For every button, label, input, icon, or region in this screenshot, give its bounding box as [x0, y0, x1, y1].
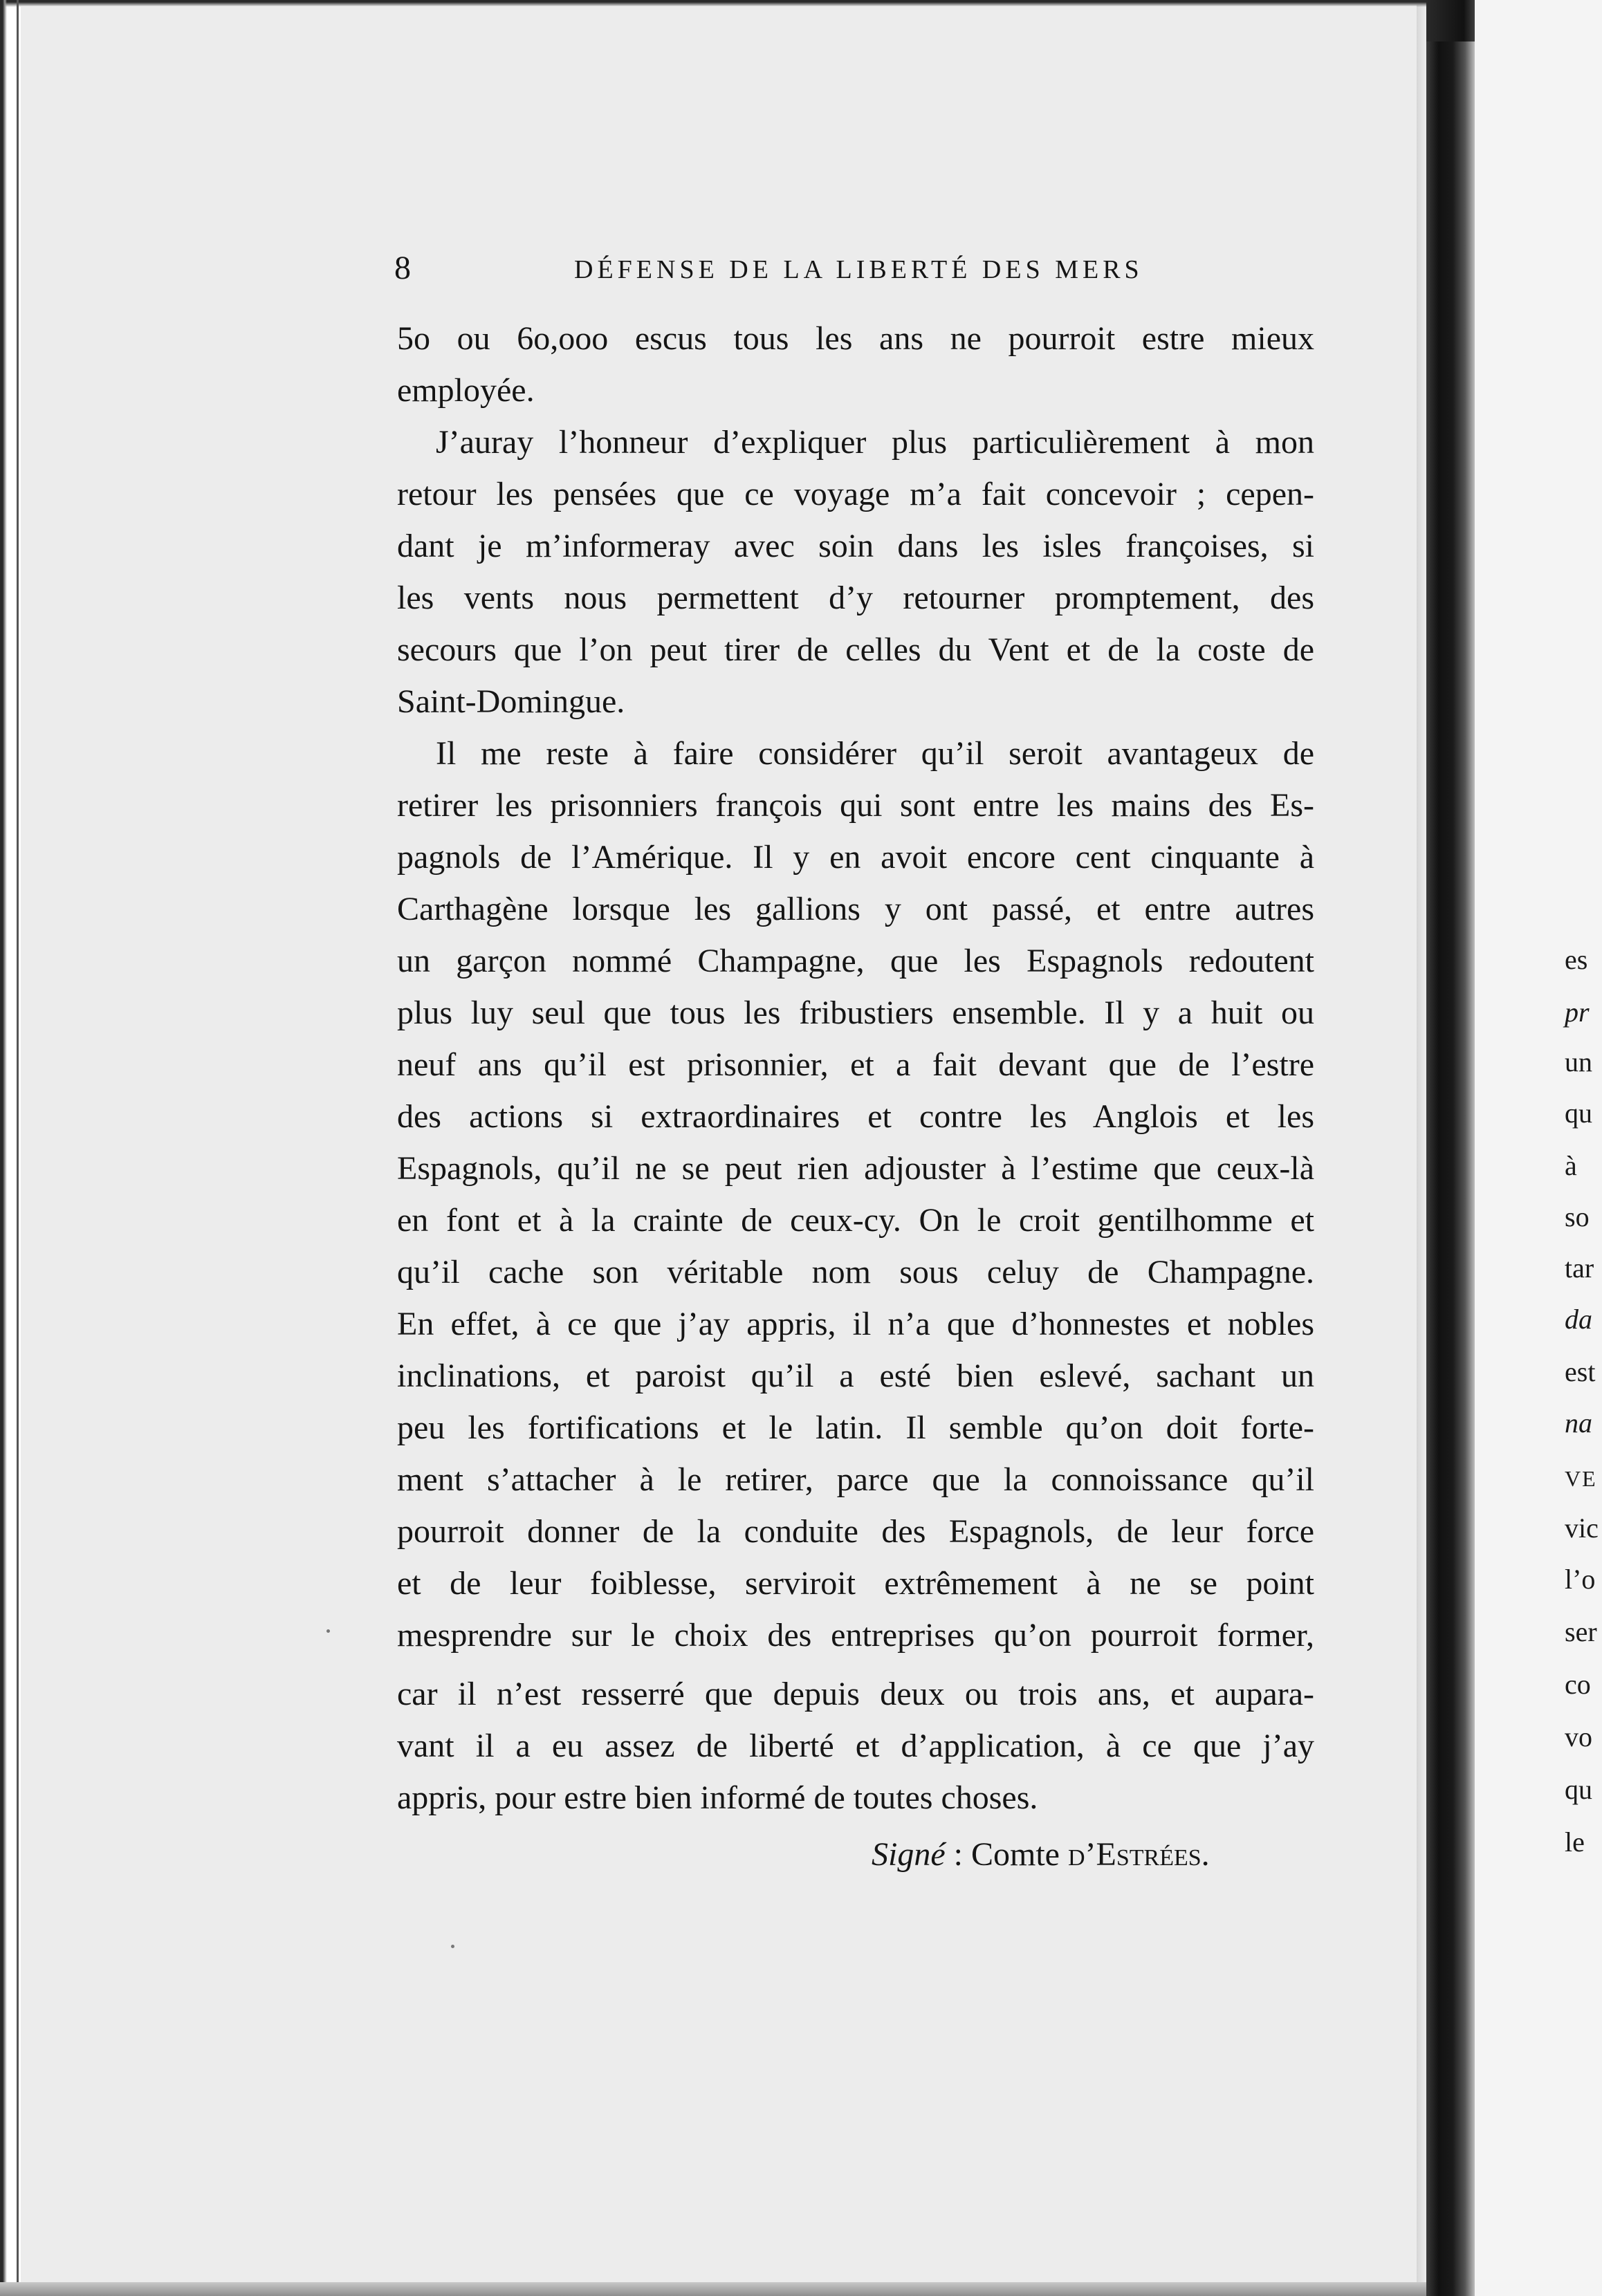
next-page-fragment: vic: [1565, 1512, 1599, 1544]
text-line: Saint-Domingue.: [397, 683, 625, 720]
text-line: Carthagène lorsque les gallions y ont passé, et entre autres: [397, 891, 1314, 927]
text-line: qu’il cache son véritable nom sous celuy de Champagne.: [397, 1254, 1314, 1290]
signature: [872, 1834, 1210, 1876]
text-line: inclinations, et paroist qu’il a esté bien eslevé, sachant un: [397, 1358, 1314, 1394]
next-page-fragment: qu: [1565, 1774, 1592, 1805]
signature-title: Comte: [970, 1836, 1068, 1873]
text-line: vant il a eu assez de liberté et d’application, à ce que j’ay: [397, 1728, 1314, 1764]
scan-border-left: [0, 0, 7, 2296]
text-line: en font et à la crainte de ceux-cy. On le croit gentilhomme et: [397, 1202, 1314, 1239]
text-line: mesprendre sur le choix des entreprises qu’on pourroit former,: [397, 1617, 1314, 1654]
scan-border-bottom: [0, 2282, 1432, 2296]
text-line: un garçon nommé Champagne, que les Espagnols redoutent: [397, 943, 1314, 979]
text-line: J’auray l’honneur d’expliquer plus particulièrement à mon: [436, 424, 1314, 461]
page-header: [394, 249, 1342, 290]
running-title: DÉFENSE DE LA LIBERTÉ DES MERS: [574, 255, 1143, 284]
text-line: Espagnols, qu’il ne se peut rien adjouster à l’estime que ceux-là: [397, 1150, 1314, 1187]
next-page-fragment: co: [1565, 1669, 1591, 1700]
text-line: des actions si extraordinaires et contre les Anglois et les: [397, 1098, 1314, 1135]
text-line: peu les fortifications et le latin. Il semble qu’on doit forte-: [397, 1409, 1314, 1446]
next-page-fragment: un: [1565, 1046, 1592, 1077]
right-page-edge: [1475, 0, 1602, 2296]
text-line: appris, pour estre bien informé de toutes choses.: [397, 1779, 1038, 1816]
text-line: 5o ou 6o,ooo escus tous les ans ne pourroit estre mieux: [397, 320, 1314, 357]
next-page-fragment: VE: [1565, 1466, 1597, 1491]
text-line: plus luy seul que tous les fribustiers ensemble. Il y a huit ou: [397, 994, 1314, 1031]
next-page-fragment: à: [1565, 1150, 1577, 1181]
page-number: 8: [394, 250, 411, 286]
ink-speck: [326, 1629, 330, 1633]
text-line: dant je m’informeray avec soin dans les isles françoises, si: [397, 528, 1314, 564]
next-page-fragment: es: [1565, 944, 1588, 975]
text-line: secours que l’on peut tirer de celles du Vent et de la coste de: [397, 631, 1314, 668]
next-page-fragment: so: [1565, 1201, 1590, 1232]
text-line: En effet, à ce que j’ay appris, il n’a que d’honnestes et nobles: [397, 1306, 1314, 1342]
scan-border-top: [0, 0, 1432, 7]
text-line: pourroit donner de la conduite des Espagnols, de leur force: [397, 1513, 1314, 1550]
scan-border-left-inner: [17, 0, 19, 2296]
next-page-fragment: le: [1565, 1826, 1585, 1858]
text-line: retirer les prisonniers françois qui sont entre les mains des Es-: [397, 787, 1314, 824]
next-page-fragment: ser: [1565, 1616, 1597, 1647]
next-page-fragment: pr: [1565, 997, 1590, 1028]
text-line: employée.: [397, 372, 535, 409]
book-gutter: [1426, 0, 1475, 2296]
next-page-fragment: tar: [1565, 1252, 1594, 1284]
next-page-fragment: vo: [1565, 1721, 1592, 1752]
next-page-fragment: da: [1565, 1304, 1592, 1335]
next-page-fragment: na: [1565, 1407, 1592, 1438]
signature-separator: :: [945, 1836, 971, 1873]
text-line: et de leur foiblesse, serviroit extrêmement à ne se point: [397, 1565, 1314, 1602]
next-page-fragment: l’o: [1565, 1564, 1596, 1595]
text-line: ment s’attacher à le retirer, parce que la connoissance qu’il: [397, 1461, 1314, 1498]
text-line: neuf ans qu’il est prisonnier, et a fait devant que de l’estre: [397, 1046, 1314, 1083]
signature-name: d’Estrées.: [1067, 1836, 1210, 1873]
text-line: les vents nous permettent d’y retourner promptement, des: [397, 580, 1314, 616]
text-line: car il n’est resserré que depuis deux ou trois ans, et aupara-: [397, 1676, 1314, 1712]
text-line: pagnols de l’Amérique. Il y en avoit encore cent cinquante à: [397, 839, 1314, 876]
next-page-fragment: est: [1565, 1356, 1596, 1387]
ink-speck: [451, 1945, 454, 1948]
next-page-fragment: qu: [1565, 1098, 1592, 1129]
text-line: retour les pensées que ce voyage m’a fait concevoir ; cepen-: [397, 476, 1314, 512]
text-line: Il me reste à faire considérer qu’il seroit avantageux de: [436, 735, 1314, 772]
signature-signe: Signé: [872, 1836, 946, 1873]
